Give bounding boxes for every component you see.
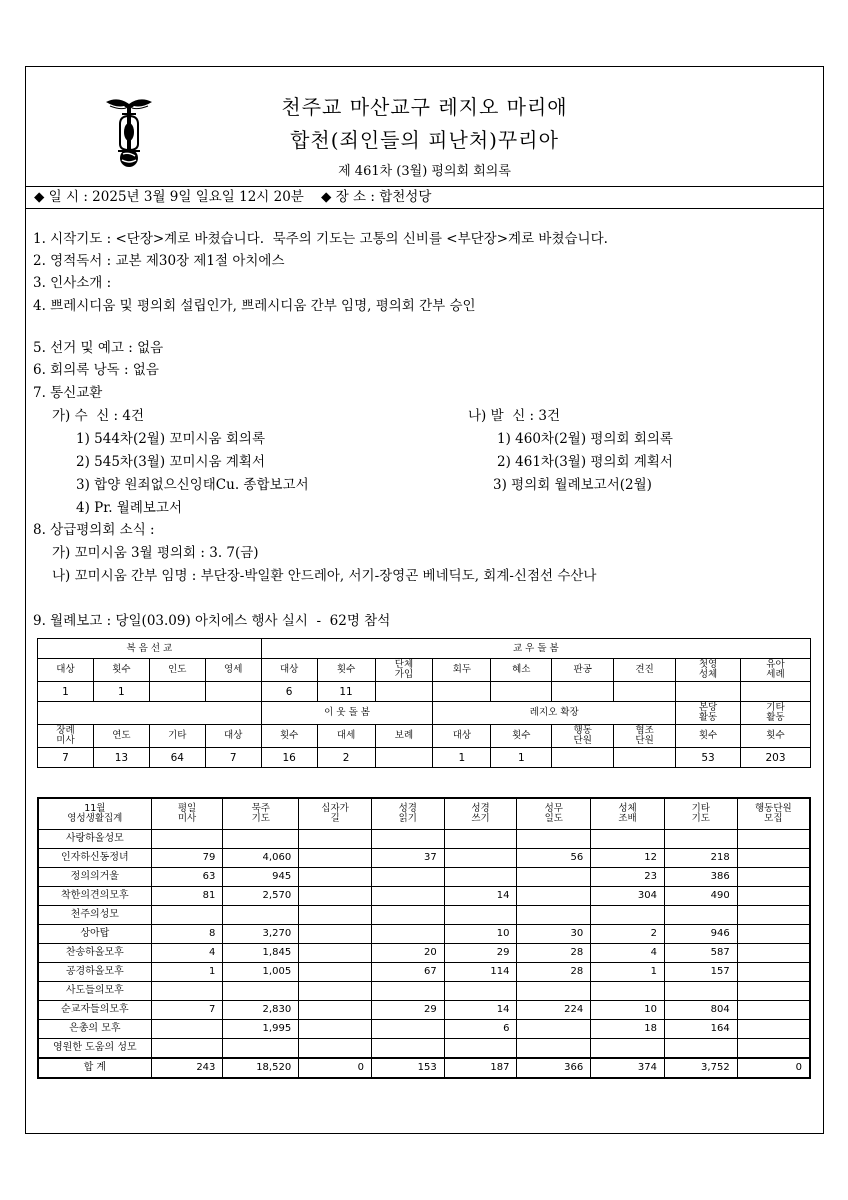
value-cell: 29	[444, 944, 517, 963]
higher-council-news: 8. 상급평의회 소식 :	[33, 522, 155, 538]
value-cell: 946	[664, 925, 737, 944]
received-item: 1) 544차(2월) 꼬미시움 회의록	[76, 431, 265, 447]
value-cell	[552, 682, 614, 702]
column-header: 묵주 기도	[223, 798, 299, 830]
value-cell: 1	[433, 748, 491, 768]
value-cell	[151, 1020, 223, 1039]
date-place-line	[26, 186, 823, 209]
higher-council-appointments: 나) 꼬미시움 간부 임명 : 부단장-박일환 안드레아, 서기-장영곤 베네딕도, 회계-신점선 수산나	[52, 568, 597, 584]
value-cell	[223, 830, 299, 849]
value-cell: 28	[517, 963, 591, 982]
value-cell: 2,830	[223, 1001, 299, 1020]
value-cell: 14	[444, 1001, 517, 1020]
value-cell: 2	[591, 925, 665, 944]
value-cell: 164	[664, 1020, 737, 1039]
value-cell: 13	[93, 748, 149, 768]
value-cell: 37	[371, 849, 444, 868]
other-activity-header: 기타 활동	[740, 702, 810, 725]
value-cell: 8	[151, 925, 223, 944]
value-cell	[205, 682, 261, 702]
column-header: 협조 단원	[614, 725, 676, 748]
value-cell: 1	[591, 963, 665, 982]
column-header: 횟수	[740, 725, 810, 748]
minutes-reading: 6. 회의록 낭독 : 없음	[33, 362, 159, 378]
value-cell: 1,005	[223, 963, 299, 982]
value-cell: 1,995	[223, 1020, 299, 1039]
value-cell: 7	[38, 748, 94, 768]
document-frame	[25, 66, 824, 1134]
neighbor-care-group-header: 이 웃 돌 봄	[261, 702, 433, 725]
value-cell	[737, 906, 810, 925]
column-header: 성무 일도	[517, 798, 591, 830]
column-header: 횟수	[676, 725, 741, 748]
table-row	[38, 925, 810, 944]
value-cell: 7	[205, 748, 261, 768]
value-cell	[614, 682, 676, 702]
total-value: 3,752	[664, 1058, 737, 1078]
value-cell	[444, 830, 517, 849]
value-cell: 18	[591, 1020, 665, 1039]
table-row	[38, 944, 810, 963]
column-header: 횟수	[491, 725, 552, 748]
value-cell	[664, 1039, 737, 1059]
table-row	[38, 906, 810, 925]
value-cell	[223, 906, 299, 925]
value-cell	[444, 982, 517, 1001]
presidium-name: 영원한 도움의 성모	[38, 1039, 151, 1059]
value-cell	[151, 830, 223, 849]
value-cell: 10	[444, 925, 517, 944]
value-cell: 20	[371, 944, 444, 963]
spiritual-life-table	[37, 797, 811, 1079]
value-cell: 490	[664, 887, 737, 906]
value-cell	[737, 982, 810, 1001]
value-cell	[299, 849, 372, 868]
column-header: 단체 가입	[375, 659, 433, 682]
received-header: 가) 수 신 : 4건	[52, 408, 145, 424]
total-label: 합 계	[38, 1058, 151, 1078]
column-header: 행동단원 모집	[737, 798, 810, 830]
value-cell	[676, 682, 741, 702]
column-header: 십자가 길	[299, 798, 372, 830]
value-cell: 1	[151, 963, 223, 982]
value-cell: 81	[151, 887, 223, 906]
column-header: 인도	[149, 659, 205, 682]
evangelization-group-header: 복 음 선 교	[38, 639, 262, 659]
value-cell	[591, 982, 665, 1001]
presidium-name: 인자하신동정녀	[38, 849, 151, 868]
value-cell: 12	[591, 849, 665, 868]
empty-cell	[38, 702, 262, 725]
value-cell: 29	[371, 1001, 444, 1020]
column-header: 유아 세례	[740, 659, 810, 682]
presidium-name: 은총의 모후	[38, 1020, 151, 1039]
meeting-title: 제 461차 (3월) 평의회 회의록	[338, 164, 511, 179]
value-cell: 23	[591, 868, 665, 887]
value-cell	[552, 748, 614, 768]
higher-council-meeting: 가) 꼬미시움 3월 평의회 : 3. 7(금)	[52, 545, 259, 561]
value-cell	[664, 830, 737, 849]
monthly-report: 9. 월례보고 : 당일(03.09) 아치에스 행사 실시 - 62명 참석	[33, 613, 391, 629]
value-cell	[299, 982, 372, 1001]
value-cell: 1,845	[223, 944, 299, 963]
value-cell: 64	[149, 748, 205, 768]
value-cell	[299, 906, 372, 925]
table-row	[38, 963, 810, 982]
opening-prayer: 1. 시작기도 : <단장>계로 바쳤습니다. 묵주의 기도는 고통의 신비를 <부단장>계로 바쳤습니다.	[33, 231, 608, 247]
value-cell	[591, 906, 665, 925]
value-cell	[371, 1039, 444, 1059]
column-header: 11월 영성생활집계	[38, 798, 151, 830]
sent-header: 나) 발 신 : 3건	[468, 408, 561, 424]
value-cell	[737, 868, 810, 887]
table-row	[38, 849, 810, 868]
value-cell: 4	[591, 944, 665, 963]
value-cell	[517, 887, 591, 906]
value-cell: 67	[371, 963, 444, 982]
value-cell	[737, 849, 810, 868]
value-cell	[299, 944, 372, 963]
presidium-name: 공경하올모후	[38, 963, 151, 982]
value-cell	[664, 906, 737, 925]
column-header: 회두	[433, 659, 491, 682]
value-cell	[371, 925, 444, 944]
value-cell	[299, 1001, 372, 1020]
value-cell: 218	[664, 849, 737, 868]
value-cell: 157	[664, 963, 737, 982]
column-header: 행동 단원	[552, 725, 614, 748]
value-cell	[740, 682, 810, 702]
value-cell	[737, 944, 810, 963]
value-cell	[737, 1001, 810, 1020]
value-cell	[517, 868, 591, 887]
value-cell: 224	[517, 1001, 591, 1020]
value-cell	[299, 963, 372, 982]
value-cell	[517, 982, 591, 1001]
meeting-date: ◆ 일 시 : 2025년 3월 9일 일요일 12시 20분	[34, 189, 304, 205]
column-header: 영세	[205, 659, 261, 682]
value-cell: 10	[591, 1001, 665, 1020]
value-cell	[149, 682, 205, 702]
column-header: 첫영 성체	[676, 659, 741, 682]
value-cell	[151, 1039, 223, 1059]
value-cell	[737, 1039, 810, 1059]
value-cell: 30	[517, 925, 591, 944]
column-header: 보례	[375, 725, 433, 748]
value-cell: 6	[444, 1020, 517, 1039]
table-row	[38, 887, 810, 906]
table-row	[38, 1020, 810, 1039]
presidium-name: 천주의성모	[38, 906, 151, 925]
document-header	[26, 67, 823, 187]
value-cell	[151, 906, 223, 925]
value-cell: 16	[261, 748, 317, 768]
value-cell	[151, 982, 223, 1001]
value-cell	[517, 830, 591, 849]
column-header: 판공	[552, 659, 614, 682]
value-cell: 14	[444, 887, 517, 906]
value-cell	[517, 906, 591, 925]
column-header: 견진	[614, 659, 676, 682]
value-cell	[737, 830, 810, 849]
value-cell: 114	[444, 963, 517, 982]
column-header: 성경 읽기	[371, 798, 444, 830]
value-cell: 1	[491, 748, 552, 768]
value-cell: 6	[261, 682, 317, 702]
parish-activity-header: 본당 활동	[676, 702, 741, 725]
column-header: 횟수	[93, 659, 149, 682]
column-header: 대상	[433, 725, 491, 748]
value-cell	[591, 830, 665, 849]
value-cell	[375, 748, 433, 768]
table-row	[38, 868, 810, 887]
total-value: 0	[299, 1058, 372, 1078]
presidium-name: 사랑하올성모	[38, 830, 151, 849]
value-cell	[299, 830, 372, 849]
spiritual-reading: 2. 영적독서 : 교본 제30장 제1절 아치에스	[33, 253, 285, 269]
presidium-name: 순교자들의모후	[38, 1001, 151, 1020]
received-item: 2) 545차(3월) 꼬미시움 계획서	[76, 454, 265, 470]
value-cell: 804	[664, 1001, 737, 1020]
sent-item: 1) 460차(2월) 평의회 회의록	[497, 431, 673, 447]
table-row	[38, 1039, 810, 1059]
column-header: 평일 미사	[151, 798, 223, 830]
value-cell: 53	[676, 748, 741, 768]
value-cell	[371, 830, 444, 849]
value-cell: 945	[223, 868, 299, 887]
presidium-name: 찬송하올모후	[38, 944, 151, 963]
presidium-name: 착한의견의모후	[38, 887, 151, 906]
value-cell	[371, 1020, 444, 1039]
value-cell	[664, 982, 737, 1001]
total-value: 18,520	[223, 1058, 299, 1078]
value-cell	[299, 868, 372, 887]
correspondence: 7. 통신교환	[33, 385, 103, 401]
value-cell	[371, 887, 444, 906]
value-cell: 7	[151, 1001, 223, 1020]
table-row	[38, 982, 810, 1001]
value-cell: 386	[664, 868, 737, 887]
value-cell	[444, 1039, 517, 1059]
presidium-name: 정의의거울	[38, 868, 151, 887]
column-header: 대세	[317, 725, 375, 748]
value-cell	[444, 849, 517, 868]
value-cell	[371, 868, 444, 887]
total-value: 374	[591, 1058, 665, 1078]
column-header: 혜소	[491, 659, 552, 682]
value-cell: 56	[517, 849, 591, 868]
value-cell: 79	[151, 849, 223, 868]
value-cell	[737, 963, 810, 982]
legion-expansion-group-header: 레지오 확장	[433, 702, 676, 725]
value-cell: 63	[151, 868, 223, 887]
value-cell: 3,270	[223, 925, 299, 944]
table-row	[38, 1001, 810, 1020]
received-item: 4) Pr. 월례보고서	[76, 500, 182, 516]
curia-title: 합천(죄인들의 피난처)꾸리아	[290, 128, 559, 152]
presidium-name: 상아탑	[38, 925, 151, 944]
value-cell: 2,570	[223, 887, 299, 906]
column-header: 장례 미사	[38, 725, 94, 748]
value-cell: 203	[740, 748, 810, 768]
table-row	[38, 830, 810, 849]
value-cell	[371, 982, 444, 1001]
value-cell	[517, 1020, 591, 1039]
value-cell	[737, 925, 810, 944]
value-cell	[299, 1020, 372, 1039]
value-cell: 304	[591, 887, 665, 906]
value-cell: 4,060	[223, 849, 299, 868]
election-notice: 5. 선거 및 예고 : 없음	[33, 340, 164, 356]
value-cell	[444, 906, 517, 925]
activity-table	[37, 638, 811, 768]
value-cell	[614, 748, 676, 768]
parishioner-care-group-header: 교 우 돌 봄	[261, 639, 810, 659]
column-header: 기타	[149, 725, 205, 748]
organization-title: 천주교 마산교구 레지오 마리애	[281, 95, 568, 119]
column-header: 횟수	[317, 659, 375, 682]
total-value: 243	[151, 1058, 223, 1078]
value-cell	[444, 868, 517, 887]
value-cell: 587	[664, 944, 737, 963]
value-cell	[223, 982, 299, 1001]
value-cell	[299, 925, 372, 944]
column-header: 대상	[205, 725, 261, 748]
value-cell	[299, 887, 372, 906]
value-cell: 4	[151, 944, 223, 963]
sent-item: 2) 461차(3월) 평의회 계획서	[497, 454, 673, 470]
column-header: 횟수	[261, 725, 317, 748]
column-header: 기타 기도	[664, 798, 737, 830]
value-cell: 1	[38, 682, 94, 702]
column-header: 대상	[38, 659, 94, 682]
total-value: 0	[737, 1058, 810, 1078]
column-header: 성경 쓰기	[444, 798, 517, 830]
received-item: 3) 합양 원죄없으신잉태Cu. 종합보고서	[76, 477, 309, 493]
total-value: 187	[444, 1058, 517, 1078]
value-cell: 2	[317, 748, 375, 768]
total-value: 153	[371, 1058, 444, 1078]
value-cell	[737, 1020, 810, 1039]
column-header: 성체 조배	[591, 798, 665, 830]
value-cell	[737, 887, 810, 906]
value-cell: 1	[93, 682, 149, 702]
value-cell	[371, 906, 444, 925]
value-cell	[517, 1039, 591, 1059]
column-header: 연도	[93, 725, 149, 748]
total-value: 366	[517, 1058, 591, 1078]
value-cell: 28	[517, 944, 591, 963]
sent-item: 3) 평의회 월례보고서(2월)	[493, 477, 652, 493]
value-cell	[223, 1039, 299, 1059]
column-header: 대상	[261, 659, 317, 682]
value-cell	[299, 1039, 372, 1059]
meeting-place: ◆ 장 소 : 합천성당	[321, 189, 432, 205]
value-cell	[375, 682, 433, 702]
value-cell	[491, 682, 552, 702]
introductions: 3. 인사소개 :	[33, 275, 112, 291]
presidium-name: 사도들의모후	[38, 982, 151, 1001]
value-cell	[591, 1039, 665, 1059]
value-cell: 11	[317, 682, 375, 702]
approvals: 4. 쁘레시디움 및 평의회 설립인가, 쁘레시디움 간부 임명, 평의회 간부 승인	[33, 298, 476, 314]
value-cell	[433, 682, 491, 702]
